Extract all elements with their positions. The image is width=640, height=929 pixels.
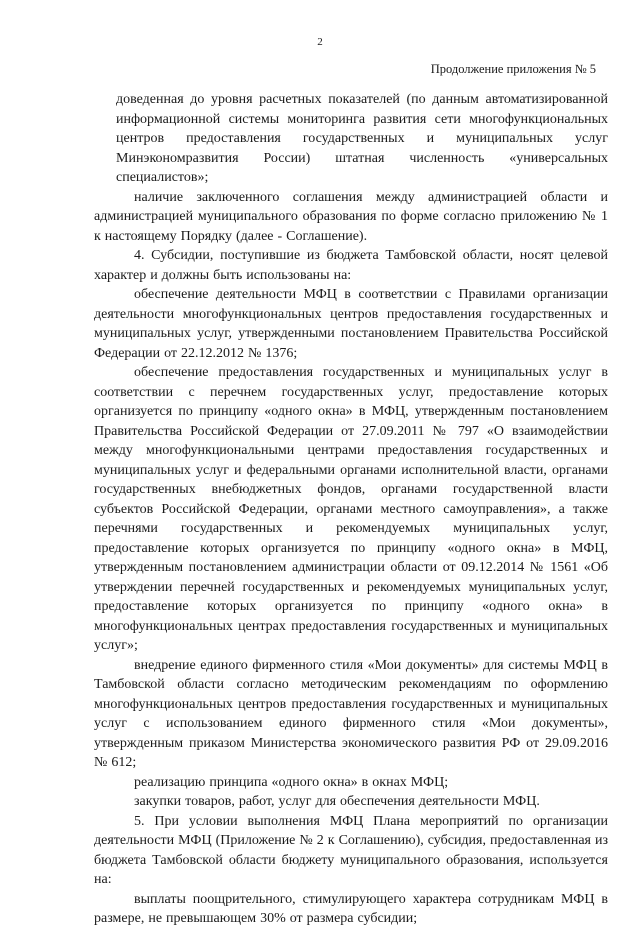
paragraph-procurement: закупки товаров, работ, услуг для обеспечения деятельности МФЦ. xyxy=(134,794,540,809)
paragraph-staffing: доведенная до уровня расчетных показателей (по данным автоматизированной информационной системы мониторинга развития сети многофункциональных центров предоставления государственных и муниципальных услуг Минэкономразвития России) штатная численность «универсальных специалистов»; xyxy=(116,92,608,185)
document-body xyxy=(94,90,608,929)
paragraph-clause-5: 5. При условии выполнения МФЦ Плана мероприятий по организации деятельности МФЦ (Приложение № 2 к Соглашению), субсидия, предоставленная из бюджета Тамбовской области бюджету муниципального образования, используется на: xyxy=(94,813,608,887)
paragraph-one-window: реализацию принципа «одного окна» в окнах МФЦ; xyxy=(134,774,449,790)
paragraph-incentive-payments: выплаты поощрительного, стимулирующего характера сотрудникам МФЦ в размере, не превышающем 30% от размера субсидии; xyxy=(94,891,608,926)
paragraph-clause-4: 4. Субсидии, поступившие из бюджета Тамбовской области, носят целевой характер и должны быть использованы на: xyxy=(94,248,608,283)
appendix-continuation-note: Продолжение приложения № 5 xyxy=(430,62,596,76)
paragraph-brand-style: внедрение единого фирменного стиля «Мои документы» для системы МФЦ в Тамбовской области согласно методическим рекомендациям по оформлению многофункциональных центров предоставления государственных и муниципальных услуг с использованием единого фирменного стиля «Мои документы», утвержденным приказом Министерства экономического развития РФ от 29.09.2016 № 612; xyxy=(94,657,608,770)
paragraph-agreement: наличие заключенного соглашения между администрацией области и администрацией муниципального образования по форме согласно приложению № 1 к настоящему Порядку (далее - Соглашение). xyxy=(94,189,608,244)
paragraph-mfc-activity: обеспечение деятельности МФЦ в соответствии с Правилами организации деятельности многофункциональных центров предоставления государственных и муниципальных услуг, утвержденными постановлением Правительства Российской Федерации от 22.12.2012 № 1376; xyxy=(94,287,608,361)
page-number: 2 xyxy=(317,36,323,48)
paragraph-services-provision: обеспечение предоставления государственных и муниципальных услуг в соответствии с перечнем государственных услуг, предоставление которых организуется по принципу «одного окна» в МФЦ, утвержденным постановлением Правительства Российской Федерации от 27.09.2011 № 797 «О взаимодействии между многофункциональными центрами предоставления государственных и муниципальных услуг и федеральными органами исполнительной власти, органами государственных внебюджетных фондов, органами государственной власти субъектов Российской Федерации, органами местного самоуправления», а также перечнями государственных и рекомендуемых муниципальных услуг, предоставление которых организуется по принципу «одного окна» в МФЦ, утвержденным постановлением администрации области от 09.12.2014 № 1561 «Об утверждении перечней государственных и рекомендуемых муниципальных услуг, предоставление которых организуется по принципу «одного окна» в многофункциональных центрах предоставления государственных и муниципальных услуг»; xyxy=(94,365,608,653)
